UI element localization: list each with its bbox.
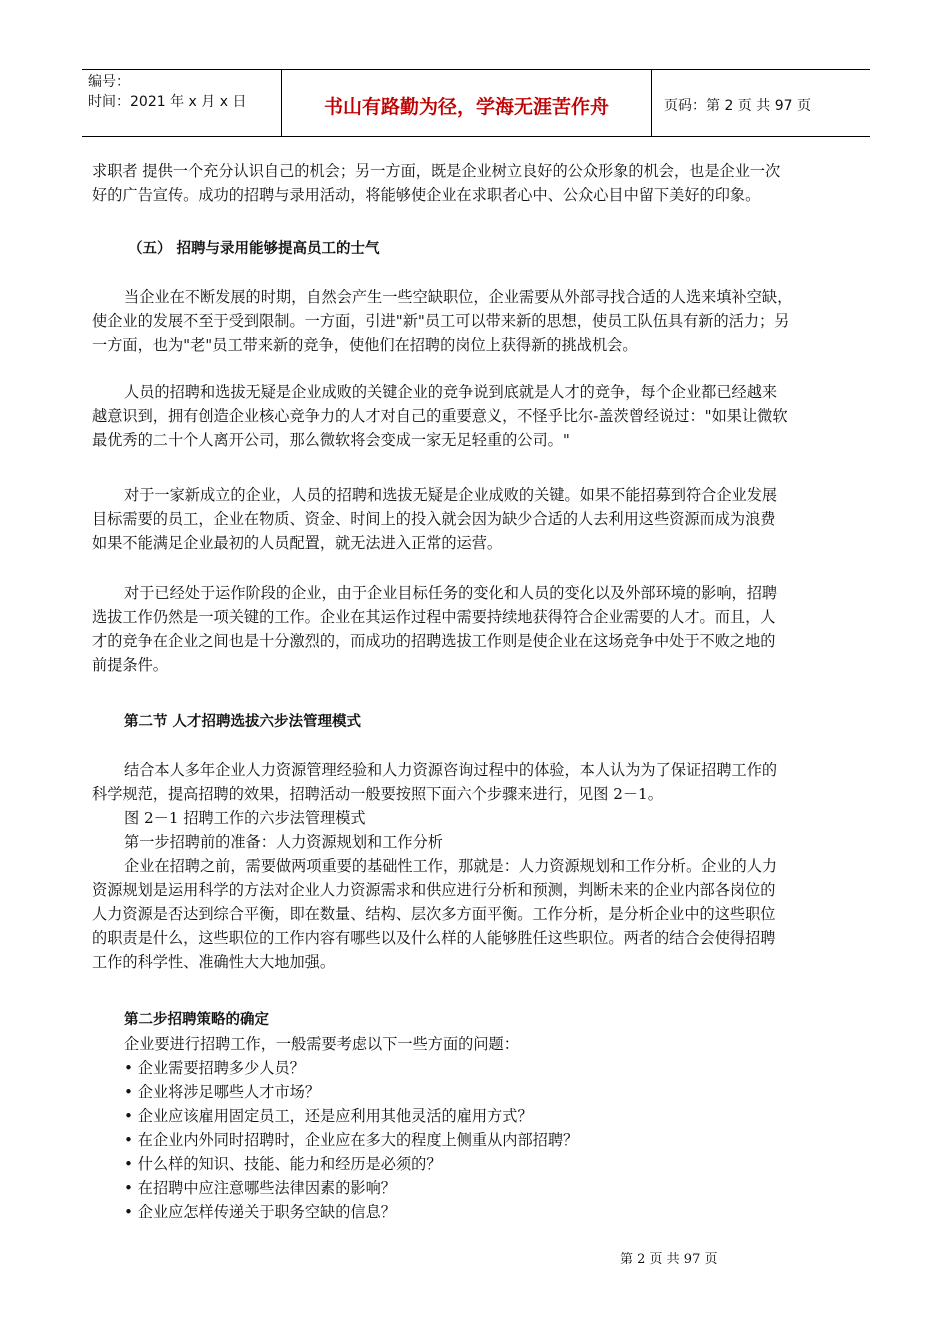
list-item: • 企业应该雇用固定员工，还是应利用其他灵活的雇用方式？	[124, 1107, 533, 1125]
text-line: 工作的科学性、准确性大大地加强。	[92, 953, 335, 971]
step2-heading: 第二步招聘策略的确定	[124, 1012, 269, 1028]
text-line: 人力资源是否达到综合平衡，即在数量、结构、层次多方面平衡。工作分析，是分析企业中的这些职位	[92, 905, 776, 923]
paragraph-4	[92, 581, 862, 677]
list-item: • 企业将涉足哪些人才市场？	[124, 1083, 321, 1101]
page-footer: 第 2 页 共 97 页	[620, 1252, 718, 1267]
text-line: 当企业在不断发展的时期，自然会产生一些空缺职位，企业需要从外部寻找合适的人选来填补空缺，	[124, 288, 793, 306]
paragraph-1	[92, 285, 862, 357]
text-line: 求职者 提供一个充分认识自己的机会；另一方面，既是企业树立良好的公众形象的机会，也是企业一次	[92, 162, 781, 180]
date-label: 时间：2021 年 x 月 x 日	[88, 94, 247, 110]
paragraph-7	[124, 1032, 894, 1224]
text-line: 科学规范，提高招聘的效果，招聘活动一般要按照下面六个步骤来进行，见图 2－1。	[92, 785, 663, 803]
text-line: 目标需要的员工，企业在物质、资金、时间上的投入就会因为缺少合适的人去利用这些资源而成为浪费	[92, 510, 776, 528]
text-line: 对于一家新成立的企业，人员的招聘和选拔无疑是企业成败的关键。如果不能招募到符合企业发展	[124, 486, 778, 504]
paragraph-6	[92, 854, 862, 974]
figure-caption: 图 2－1 招聘工作的六步法管理模式	[124, 809, 366, 827]
text-line: 企业在招聘之前，需要做两项重要的基础性工作，那就是：人力资源规划和工作分析。企业的人力	[124, 857, 778, 875]
section-heading: 第二节 人才招聘选拔六步法管理模式	[124, 714, 362, 730]
number-label: 编号：	[88, 74, 130, 90]
text-line: 人员的招聘和选拔无疑是企业成败的关键企业的竞争说到底就是人才的竞争，每个企业都已经越来	[124, 383, 778, 401]
list-item: • 企业需要招聘多少人员？	[124, 1059, 305, 1077]
page-header	[82, 69, 870, 137]
text-line: 资源规划是运用科学的方法对企业人力资源需求和供应进行分析和预测，判断未来的企业内部各岗位的	[92, 881, 776, 899]
subheading-5: （五） 招聘与录用能够提高员工的士气	[128, 241, 380, 257]
text-line: 如果不能满足企业最初的人员配置，就无法进入正常的运营。	[92, 534, 503, 552]
header-page-info: 页码：第 2 页 共 97 页	[664, 98, 811, 114]
text-line: 越意识到，拥有创造企业核心竞争力的人才对自己的重要意义，不怪乎比尔-盖茨曾经说过："如果让微软	[92, 407, 788, 425]
list-item: • 在招聘中应注意哪些法律因素的影响？	[124, 1179, 396, 1197]
list-item: • 在企业内外同时招聘时，企业应在多大的程度上侧重从内部招聘？	[124, 1131, 579, 1149]
text-line: 前提条件。	[92, 656, 168, 674]
text-line: 使企业的发展不至于受到限制。一方面，引进"新"员工可以带来新的思想，使员工队伍具有新的活力；另	[92, 312, 790, 330]
text-line: 选拔工作仍然是一项关键的工作。企业在其运作过程中需要持续地获得符合企业需要的人才。而且，人	[92, 608, 776, 626]
step1-heading: 第一步招聘前的准备：人力资源规划和工作分析	[124, 833, 443, 851]
text-line: 好的广告宣传。成功的招聘与录用活动，将能够使企业在求职者心中、公众心目中留下美好的印象。	[92, 186, 761, 204]
text-line: 对于已经处于运作阶段的企业，由于企业目标任务的变化和人员的变化以及外部环境的影响，招聘	[124, 584, 778, 602]
text-line: 的职责是什么，这些职位的工作内容有哪些以及什么样的人能够胜任这些职位。两者的结合会使得招聘	[92, 929, 776, 947]
list-item: • 什么样的知识、技能、能力和经历是必须的？	[124, 1155, 442, 1173]
text-line: 企业要进行招聘工作，一般需要考虑以下一些方面的问题：	[124, 1035, 519, 1053]
text-line: 才的竞争在企业之间也是十分激烈的，而成功的招聘选拔工作则是使企业在这场竞争中处于不败之地的	[92, 632, 776, 650]
text-line: 一方面，也为"老"员工带来新的竞争，使他们在招聘的岗位上获得新的挑战机会。	[92, 336, 638, 354]
header-motto: 书山有路勤为径，学海无涯苦作舟	[282, 70, 652, 136]
paragraph-0	[92, 159, 862, 207]
header-meta	[82, 70, 282, 136]
paragraph-3	[92, 483, 862, 555]
paragraph-5	[92, 758, 862, 854]
list-item: • 企业应怎样传递关于职务空缺的信息？	[124, 1203, 396, 1221]
text-line: 结合本人多年企业人力资源管理经验和人力资源咨询过程中的体验，本人认为为了保证招聘工作的	[124, 761, 778, 779]
text-line: 最优秀的二十个人离开公司，那么微软将会变成一家无足轻重的公司。"	[92, 431, 570, 449]
paragraph-2	[92, 380, 862, 452]
